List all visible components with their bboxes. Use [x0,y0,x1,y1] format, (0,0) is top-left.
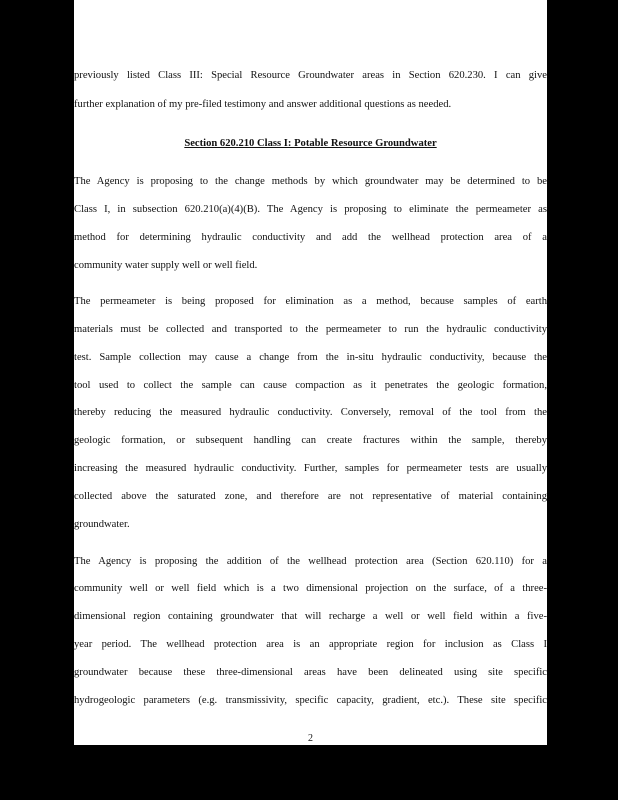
text-line: collected above the saturated zone, and therefore are not representative of material containing [74,491,547,502]
text-line: community well or well field which is a two dimensional projection on the surface, of a three- [74,583,547,594]
text-line: groundwater because these three-dimensional areas have been delineated using site specific [74,667,547,678]
text-line: The Agency is proposing the addition of the wellhead protection area (Section 620.110) for a [74,556,547,567]
text-line: year period. The wellhead protection area is an appropriate region for inclusion as Class I [74,639,547,650]
text-line: thereby reducing the measured hydraulic conductivity. Conversely, removal of the tool from the [74,407,547,418]
text-line: community water supply well or well field. [74,260,258,271]
text-line: geologic formation, or subsequent handling can create fractures within the sample, thereby [74,435,547,446]
text-line: previously listed Class III: Special Resource Groundwater areas in Section 620.230. I can give [74,70,547,81]
text-line: method for determining hydraulic conductivity and add the wellhead protection area of a [74,232,547,243]
text-line: groundwater. [74,519,130,530]
text-line: further explanation of my pre-filed testimony and answer additional questions as needed. [74,99,452,110]
text-line: Class I, in subsection 620.210(a)(4)(B). The Agency is proposing to eliminate the permeameter as [74,204,547,215]
text-line: The Agency is proposing to the change methods by which groundwater may be determined to be [74,176,547,187]
text-line: dimensional region containing groundwater that will recharge a well or well field within a five- [74,611,547,622]
text-line: hydrogeologic parameters (e.g. transmissivity, specific capacity, gradient, etc.). These site specific [74,695,547,706]
text-line: tool used to collect the sample can cause compaction as it penetrates the geologic formation, [74,380,547,391]
document-page [74,0,547,745]
text-line: materials must be collected and transported to the permeameter to run the hydraulic conductivity [74,324,547,335]
text-line: increasing the measured hydraulic conductivity. Further, samples for permeameter tests are usually [74,463,547,474]
text-line: The permeameter is being proposed for elimination as a method, because samples of earth [74,296,547,307]
text-line: test. Sample collection may cause a change from the in-situ hydraulic conductivity, because the [74,352,547,363]
page-number: 2 [308,733,313,744]
section-heading: Section 620.210 Class I: Potable Resource Groundwater [184,138,437,149]
